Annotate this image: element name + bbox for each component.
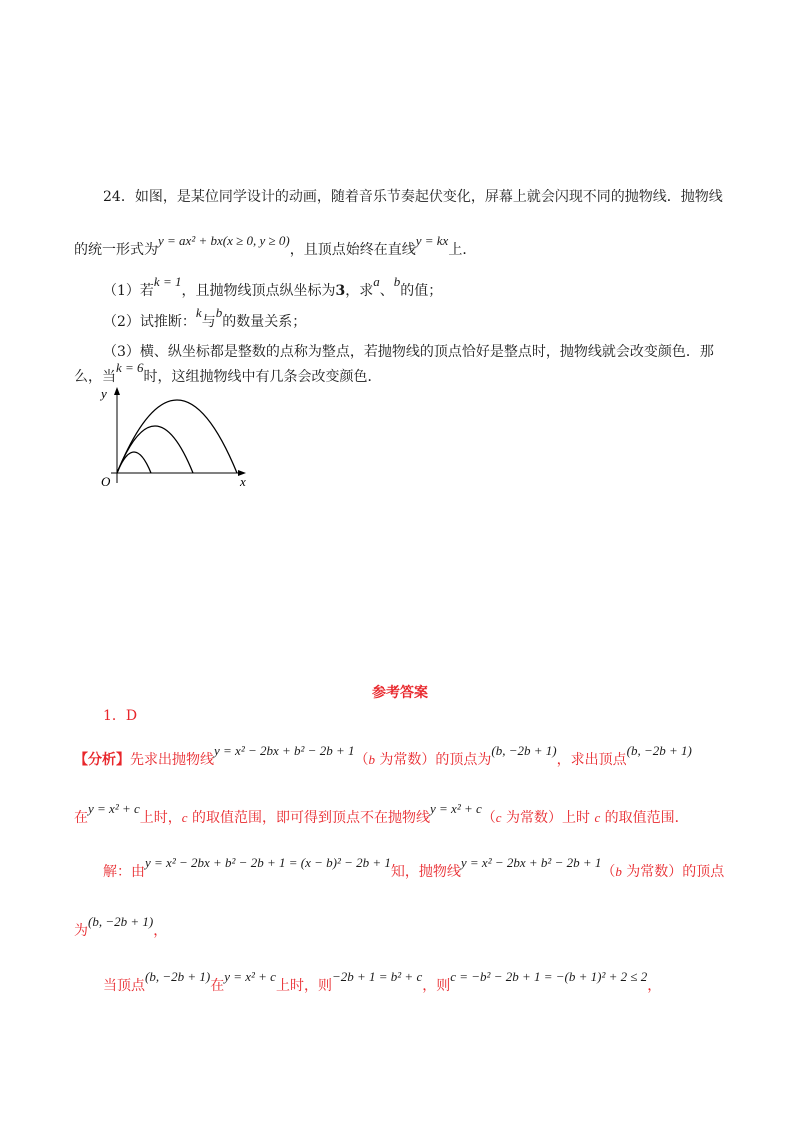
- text: 的取值范围．: [600, 810, 689, 826]
- text: 当顶点: [103, 978, 145, 994]
- text: （2）试推断：: [103, 314, 196, 330]
- part-1: [103, 274, 443, 301]
- variable: c: [495, 810, 502, 825]
- formula: c = −b² − 2b + 1 = −(b + 1)² + 2 ≤ 2: [450, 969, 648, 984]
- text: ，求: [345, 283, 374, 299]
- text: 的值；: [400, 283, 443, 299]
- text: 解：由: [103, 864, 145, 880]
- analysis-line-1: [74, 743, 692, 770]
- text: ，且抛物线顶点纵坐标为: [181, 283, 336, 299]
- question-text: 24．如图，是某位同学设计的动画，随着音乐节奏起伏变化，屏幕上就会闪现不同的抛物线．抛物线: [103, 189, 723, 205]
- parabola-large: [117, 400, 237, 473]
- formula: −2b + 1 = b² + c: [331, 969, 423, 984]
- parabola-figure: [95, 385, 255, 490]
- formula: k = 1: [153, 274, 182, 289]
- formula: y = kx: [415, 233, 449, 248]
- text: 在: [74, 810, 88, 826]
- formula: y = x² + c: [224, 969, 276, 984]
- text: ，则: [422, 978, 451, 994]
- formula: y = x² − 2bx + b² − 2b + 1: [460, 855, 602, 870]
- text: 上．: [448, 242, 477, 258]
- question-line-1: [103, 187, 723, 207]
- formula: y = x² + c: [430, 801, 482, 816]
- formula: a: [373, 274, 380, 289]
- text: 1．D: [103, 708, 138, 724]
- y-axis-label: y: [101, 386, 107, 401]
- text: 知，抛物线: [390, 864, 461, 880]
- solution-line-2: [74, 914, 168, 941]
- text: 上时，则: [275, 978, 332, 994]
- text: （3）横、纵坐标都是整数的点称为整点，若抛物线的顶点恰好是整点时，抛物线就会改变颜色．那: [103, 344, 714, 360]
- variable: b: [615, 864, 622, 879]
- variable: c: [594, 810, 601, 825]
- text: 为常数）上时: [501, 810, 595, 826]
- variable: c: [181, 810, 188, 825]
- text: 、: [379, 283, 394, 299]
- text: 在: [210, 978, 225, 994]
- part-3-line-2: [74, 360, 382, 387]
- text: 的取值范围，即可得到顶点不在抛物线: [187, 810, 430, 826]
- formula: y = x² − 2bx + b² − 2b + 1: [214, 743, 355, 758]
- formula: (b, −2b + 1): [88, 914, 154, 929]
- formula: (b, −2b + 1): [145, 969, 211, 984]
- text: 3: [335, 283, 346, 299]
- analysis-line-2: [74, 801, 689, 828]
- formula: y = x² − 2bx + b² − 2b + 1 = (x − b)² − 2b + 1: [145, 855, 391, 870]
- variable: b: [368, 752, 375, 767]
- text: 的数量关系；: [222, 314, 307, 330]
- answer-heading: 参考答案: [372, 685, 428, 701]
- text: 为: [74, 923, 88, 939]
- question-line-2: [74, 233, 477, 260]
- formula: y = ax² + bx(x ≥ 0, y ≥ 0): [158, 233, 290, 248]
- text: （: [601, 864, 616, 880]
- formula: b: [215, 305, 223, 320]
- formula: k = 6: [116, 360, 144, 375]
- text: 为常数）的顶点为: [374, 752, 492, 768]
- text: （1）若: [103, 283, 154, 299]
- text: ，: [647, 978, 662, 994]
- solution-line-1: [103, 855, 725, 882]
- answer-item-1: [103, 706, 137, 726]
- text: 么，当: [74, 369, 116, 385]
- part-3-line-1: [103, 342, 714, 362]
- text: 先求出抛物线: [130, 752, 214, 768]
- solution-line-3: [103, 969, 662, 996]
- formula: k: [195, 305, 202, 320]
- formula: (b, −2b + 1): [491, 743, 557, 758]
- text: ，且顶点始终在直线: [289, 242, 416, 258]
- x-axis-label: x: [240, 474, 246, 489]
- formula: b: [393, 274, 401, 289]
- parabola-medium: [117, 426, 193, 473]
- text: ，: [153, 923, 168, 939]
- text: 与: [201, 314, 216, 330]
- text: ，求出顶点: [556, 752, 627, 768]
- parabola-small: [117, 452, 151, 473]
- part-2: [103, 305, 307, 332]
- text: 为常数）的顶点: [621, 864, 725, 880]
- text: 时，这组抛物线中有几条会改变颜色．: [143, 369, 382, 385]
- text: （: [481, 810, 496, 826]
- text: 上时，: [139, 810, 182, 826]
- text: （: [354, 752, 369, 768]
- origin-label: O: [101, 474, 111, 489]
- formula: y = x² + c: [88, 801, 140, 816]
- y-axis-arrow-icon: [114, 387, 120, 395]
- formula: (b, −2b + 1): [626, 743, 692, 758]
- analysis-tag: 【分析】: [74, 752, 130, 768]
- text: 的统一形式为: [74, 242, 158, 258]
